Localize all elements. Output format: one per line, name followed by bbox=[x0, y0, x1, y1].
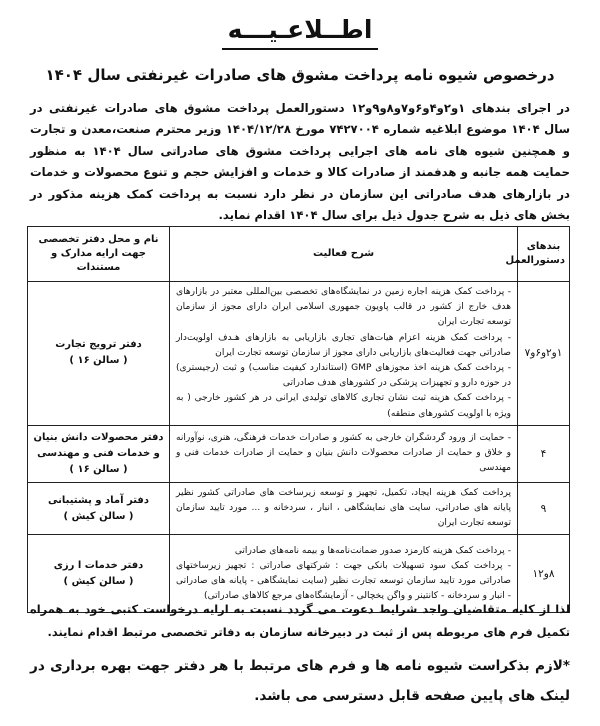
office-name: دفتر محصولات دانش بنیان bbox=[33, 431, 164, 443]
activity-item: - حمایت از ورود گردشگران خارجی به کشور و صادرات خدمات فرهنگی، هنری، نوآورانه و خلاق و حمایت از صادرات محصولات دانش بنیان و حمایت از صادرات خدمات فنی و مهندسی bbox=[176, 433, 511, 474]
header-clause: بندهای دستورالعمل bbox=[518, 227, 570, 282]
office-location: ( سالن کیش ) bbox=[63, 575, 134, 587]
activity-item: - پرداخت کمک هزینه اجاره زمین در نمایشگاه‌های تخصصی بین‌المللی معتبر در بازارهای هدف خارج از کشور در قالب پاویون جمهوری اسلامی ایران دارای مجوز از سازمان توسعه تجارت ایران bbox=[176, 287, 511, 328]
row-office bbox=[28, 425, 170, 482]
row-clause: ۹ bbox=[518, 482, 570, 535]
office-location: ( سالن ۱۶ ) bbox=[69, 355, 128, 367]
row-description bbox=[170, 282, 518, 426]
row-clause: ۴ bbox=[518, 425, 570, 482]
intro-paragraph: در اجرای بندهای ۱و۲و۴و۶و۷و۸و۹و۱۲ دستورالعمل پرداخت مشوق های صادرات غیرنفتی در سال ۱۴۰۴ موضوع ابلاغیه شماره ۷۴۲۷۰۰۴ مورخ ۱۴۰۴/۱۲/۲۸ وزیر محترم صنعت،معدن و تجارت و همچنین شیوه های نامه های اجرایی پرداخت مشوق های صادراتی سال ۱۴۰۴ به منظور حمایت همه جانبه و هدفمند از صادرات کالا و خدمات و افزایش حجم و تنوع محصولات و خدمات در بازارهای هدف صادراتی این سازمان در نظر دارد نسبت به پرداخت کمک هزینه مذکور در بخش های ذیل به شرح جدول ذیل برای سال ۱۴۰۴ اقدام نماید. bbox=[30, 101, 570, 223]
footer-note: لذا از کلیه متقاضیان واجد شرایط دعوت می گردد نسبت به ارایه درخواست کتبی خود به همراه تکمیل فرم های مربوطه پس از ثبت در دبیرخانه سازمان به دفاتر تخصصی مرتبط اقدام نمایند. bbox=[30, 602, 570, 639]
office-location: ( سالن ۱۶ ) bbox=[69, 463, 128, 475]
activities-table bbox=[27, 226, 570, 613]
table-header-row bbox=[28, 227, 570, 282]
activity-item: - پرداخت کمک هزینه کارمزد صدور ضمانت‌نامه‌ها و بیمه نامه‌های صادراتی bbox=[234, 545, 511, 556]
activity-item: - پرداخت کمک هزینه ثبت نشان تجاری کالاهای تولیدی ایرانی در هر کشور خارجی ( به ویژه با اولویت کشورهای منطقه) bbox=[176, 393, 511, 419]
page-subtitle: درخصوص شیوه نامه پرداخت مشوق های صادرات غیرنفتی سال ۱۴۰۴ bbox=[45, 66, 555, 84]
office-name: دفتر آماد و پشتیبانی bbox=[48, 494, 149, 506]
page-heading: اطــلاعـیـــه bbox=[222, 14, 379, 50]
office-name-cont: و خدمات فنی و مهندسی bbox=[37, 447, 160, 459]
header-office: نام و محل دفتر تخصصی جهت ارایه مدارک و مستندات bbox=[28, 227, 170, 282]
row-description bbox=[170, 425, 518, 482]
table-row bbox=[28, 482, 570, 535]
activity-item: پرداخت کمک هزینه ایجاد، تکمیل، تجهیز و توسعه زیرساخت های صادراتی کشور نظیر پایانه های صادراتی، سایت های نمایشگاهی ، انبار ، سردخانه و ... مورد تایید سازمان توسعه تجارت ایران bbox=[176, 487, 511, 529]
activity-item: - پرداخت کمک هزینه اعزام هیات‌های تجاری بازاریابی به بازارهای هـدف اولویت‌دار صادراتی جهت فعالیت‌های بازاریابی دارای مجوز از سازمان توسعه تجارت ایران bbox=[176, 332, 511, 358]
activity-item: - پرداخت کمک سود تسهیلات بانکی جهت : شرکتهای صادراتی : تجهیز زیرساختهای صادراتی مورد تایید سازمان توسعه تجارت نظیر (سایت نمایشگاهی - پایانه های صادراتی - انبار و سردخانه - کانتینر و واگن یخچالی - آزمایشگاه‌های مرجع کالاهای صادراتی) bbox=[176, 560, 511, 602]
final-note: *لازم بذکراست شیوه نامه ها و فرم های مرتبط با هر دفتر جهت بهره برداری در لینک های پایین صفحه قابل دسترسی می باشد. bbox=[30, 658, 570, 704]
header-description: شرح فعالیت bbox=[170, 227, 518, 282]
office-location: ( سالن کیش ) bbox=[63, 510, 134, 522]
row-office bbox=[28, 282, 170, 426]
table-row bbox=[28, 282, 570, 426]
table-row bbox=[28, 425, 570, 482]
activity-item: - پرداخت کمک هزینه اخذ مجوزهای GMP (استاندارد کیفیت مناسب) و ثبت (رجیستری) در حوزه دارو و تجهیزات پزشکی در کشورهای هدف صادراتی bbox=[176, 363, 511, 389]
row-office bbox=[28, 482, 170, 535]
office-name: دفتر خدمات ا رزی bbox=[53, 559, 144, 571]
heading-container bbox=[0, 14, 600, 50]
row-clause: ۱و۲و۶و۷ bbox=[518, 282, 570, 426]
row-description bbox=[170, 482, 518, 535]
office-name: دفتر ترویج تجارت bbox=[55, 339, 142, 351]
row-clause: ۸و۱۲ bbox=[518, 535, 570, 613]
